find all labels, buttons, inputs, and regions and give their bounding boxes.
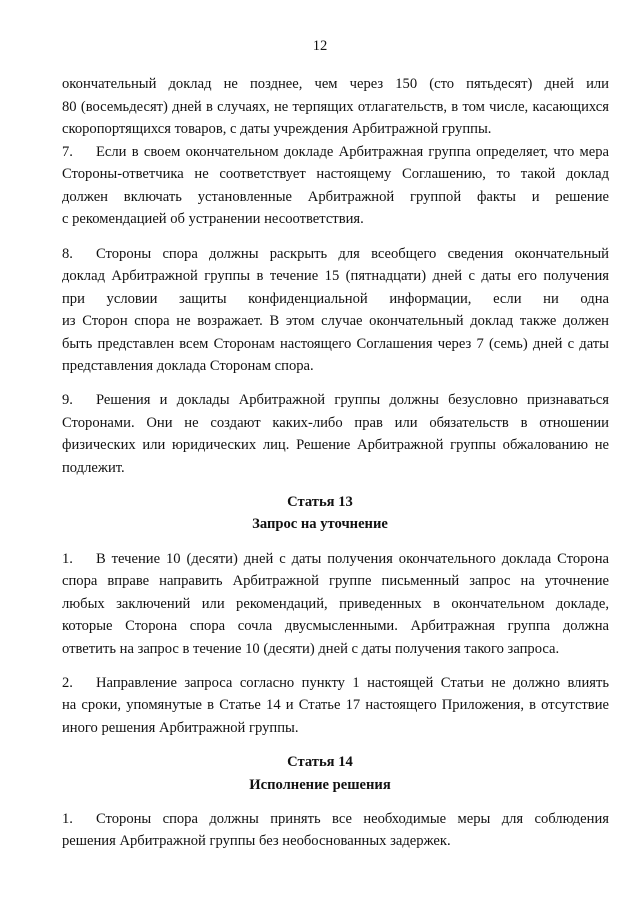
paragraph-line: любых заключений или рекомендаций, приведенных в окончательном докладе, xyxy=(62,596,609,612)
paragraph-line: иного решения Арбитражной группы. xyxy=(62,720,299,736)
paragraph-line: Сторонами. Они не создают каких-либо прав или обязательств в отношении xyxy=(62,415,609,431)
paragraph-line: Стороны-ответчика не соответствует настоящему Соглашению, то такой доклад xyxy=(62,166,609,182)
paragraph-line: должен включать установленные Арбитражной группой факты и решение xyxy=(62,189,609,205)
paragraph-line: на сроки, упомянутые в Статье 14 и Статье 17 настоящего Приложения, в отсутствие xyxy=(62,697,609,713)
paragraph-number: 1. xyxy=(62,811,73,827)
paragraph-line: доклад Арбитражной группы в течение 15 (пятнадцати) дней с даты его получения xyxy=(62,268,609,284)
paragraph-text: Стороны спора должны раскрыть для всеобщего сведения окончательный xyxy=(96,246,609,262)
paragraph-line: ответить на запрос в течение 10 (десяти) дней с даты получения такого запроса. xyxy=(62,641,560,657)
article-title: Исполнение решения xyxy=(249,777,391,793)
paragraph-line: окончательный доклад не позднее, чем через 150 (сто пятьдесят) дней или xyxy=(62,76,609,92)
paragraph-number: 1. xyxy=(62,551,73,567)
page-number: 12 xyxy=(312,38,328,54)
paragraph-text: Направление запроса согласно пункту 1 настоящей Статьи не должно влиять xyxy=(96,675,609,691)
paragraph-line: представления доклада Сторонам спора. xyxy=(62,358,314,374)
paragraph-line: быть представлен всем Сторонам настоящего Соглашения через 7 (семь) дней с даты xyxy=(62,336,609,352)
paragraph-text: Если в своем окончательном докладе Арбитражная группа определяет, что мера xyxy=(96,144,609,160)
paragraph-text: Стороны спора должны принять все необходимые меры для соблюдения xyxy=(96,811,609,827)
paragraph-line xyxy=(62,390,609,410)
paragraph-line: спора вправе направить Арбитражной группе письменный запрос на уточнение xyxy=(62,573,609,589)
paragraph-text: В течение 10 (десяти) дней с даты получения окончательного доклада Сторона xyxy=(96,551,609,567)
paragraph-number: 8. xyxy=(62,246,73,262)
paragraph-line: при условии защиты конфиденциальной информации, если ни одна xyxy=(62,291,609,307)
article-number: Статья 13 xyxy=(287,494,353,510)
paragraph-number: 7. xyxy=(62,144,73,160)
paragraph-number: 9. xyxy=(62,392,73,408)
paragraph-number: 2. xyxy=(62,675,73,691)
paragraph-line: решения Арбитражной группы без необоснованных задержек. xyxy=(62,833,451,849)
paragraph-line: физических или юридических лиц. Решение Арбитражной группы обжалованию не xyxy=(62,437,609,453)
article-title: Запрос на уточнение xyxy=(252,516,388,532)
paragraph-line: скоропортящихся товаров, с даты учреждения Арбитражной группы. xyxy=(62,121,492,137)
paragraph-line: из Сторон спора не возражает. В этом случае окончательный доклад также должен xyxy=(62,313,609,329)
article-number: Статья 14 xyxy=(287,754,353,770)
paragraph-line xyxy=(62,673,609,693)
paragraph-line: которые Сторона спора сочла двусмысленными. Арбитражная группа должна xyxy=(62,618,609,634)
paragraph-line xyxy=(62,142,609,162)
paragraph-text: Решения и доклады Арбитражной группы должны безусловно признаваться xyxy=(96,392,609,408)
paragraph-line: 80 (восемьдесят) дней в случаях, не терпящих отлагательств, в том числе, касающихся xyxy=(62,99,609,115)
paragraph-line xyxy=(62,549,609,569)
paragraph-line: подлежит. xyxy=(62,460,125,476)
paragraph-line xyxy=(62,244,609,264)
paragraph-line xyxy=(62,809,609,829)
paragraph-line: с рекомендацией об устранении несоответствия. xyxy=(62,211,364,227)
